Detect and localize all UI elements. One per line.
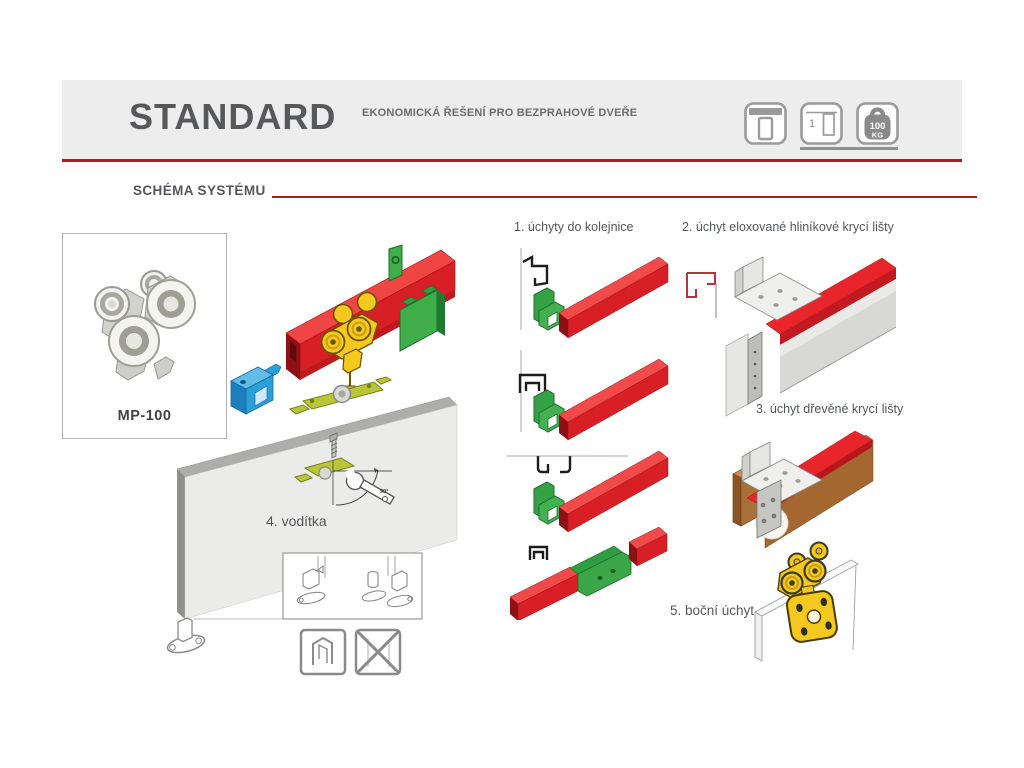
header-band	[62, 80, 962, 162]
mount-variant-ceiling	[507, 451, 668, 532]
weight-unit: KG	[871, 130, 884, 140]
not-allowed-icon	[356, 630, 400, 674]
mount-variant-wall-channel	[520, 350, 668, 440]
wood-cover-assembly	[733, 431, 873, 548]
sliding-door-icon	[744, 102, 787, 145]
cover-profile-icon	[687, 273, 716, 318]
floor-guide	[166, 618, 283, 656]
weight-value: 100	[869, 121, 886, 132]
allowed-profile-icon	[301, 630, 345, 674]
schematic-main	[150, 235, 480, 690]
mount-variant-wall-hook	[521, 248, 668, 338]
stopper-block	[231, 364, 281, 414]
label-wood-cover: 3. úchyt dřevěné krycí lišty	[756, 402, 904, 416]
label-rail-mounts: 1. úchyty do kolejnice	[514, 220, 634, 234]
door-count-icon-svg	[800, 102, 843, 145]
door-count-icon	[800, 102, 843, 145]
angle-label: 90°	[380, 489, 389, 495]
max-weight-icon-svg	[856, 102, 899, 145]
max-weight-icon	[856, 102, 899, 145]
section-title: SCHÉMA SYSTÉMU	[133, 183, 266, 198]
aluminium-cover-assembly	[726, 257, 896, 416]
rail-connector-variant	[510, 527, 667, 620]
side-bracket-rollers	[778, 543, 838, 644]
label-guides: 4. vodítka	[266, 513, 327, 529]
door-count-value: 1	[809, 118, 816, 130]
section-rule-line	[272, 196, 977, 198]
floor-guide-inset	[283, 553, 422, 619]
product-code: MP-100	[117, 408, 172, 424]
label-aluminium-cover: 2. úchyt eloxované hliníkové krycí lišty	[682, 220, 894, 234]
schematic-side-bracket	[730, 535, 920, 668]
label-side-bracket: 5. boční úchyt	[670, 603, 755, 618]
schematic-aluminium-cover	[670, 240, 920, 425]
icons-underline	[800, 147, 898, 150]
page-title: STANDARD	[129, 96, 337, 137]
page-subtitle: EKONOMICKÁ ŘEŠENÍ PRO BEZPRAHOVÉ DVEŘE	[362, 107, 638, 119]
roller-trolley	[322, 293, 379, 393]
sliding-door-icon-svg	[744, 102, 787, 145]
schematic-rail-mounts	[500, 240, 685, 620]
top-guide-plate	[290, 377, 391, 414]
